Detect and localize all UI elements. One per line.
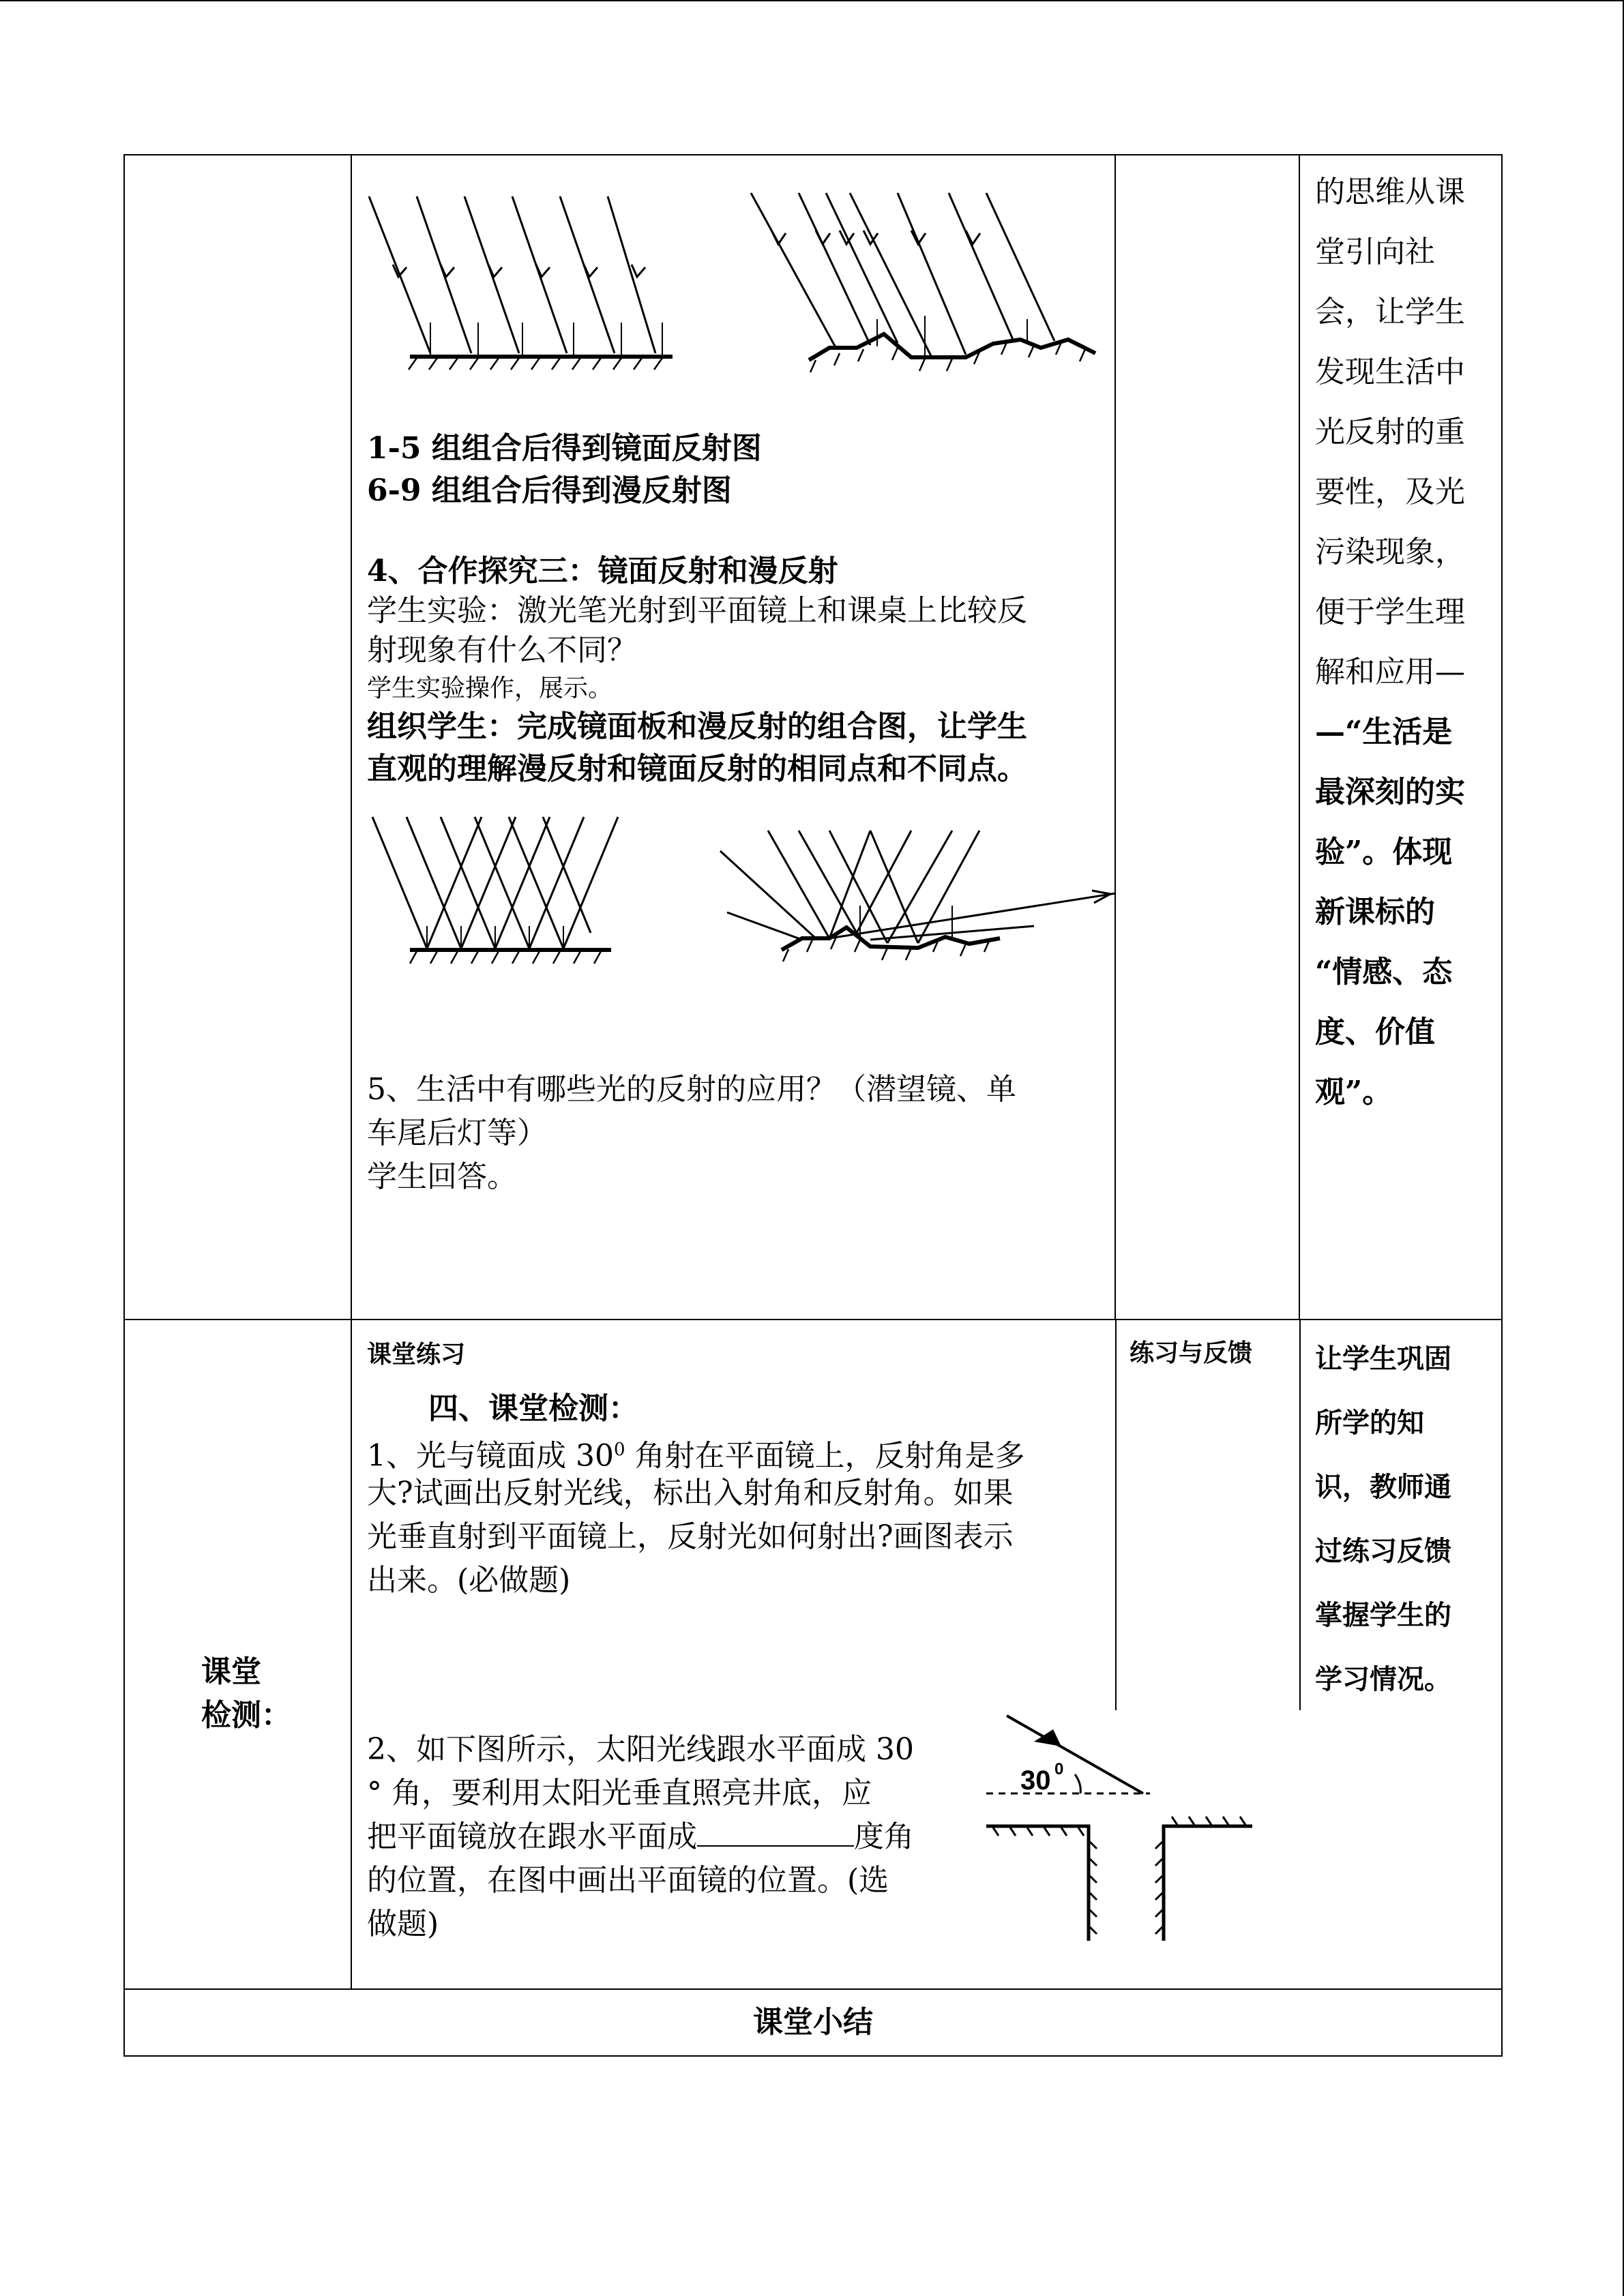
note-line: 识，教师通 — [1315, 1471, 1451, 1503]
question5-line-2: 车尾后灯等） — [367, 1116, 547, 1150]
question5-line-1: 5、生活中有哪些光的反射的应用？（潜望镜、单 — [367, 1072, 1016, 1107]
student-operation: 学生实验操作，展示。 — [367, 674, 613, 702]
note-line: 最深刻的实 — [1315, 775, 1465, 809]
mirror-incident-rays — [369, 196, 673, 370]
note-line: 观”。 — [1315, 1075, 1393, 1109]
question2-line-4: 的位置，在图中画出平面镜的位置。(选 — [367, 1863, 889, 1898]
row2-label-line-1: 课堂 — [201, 1654, 261, 1689]
question2-line-2: ° 角，要利用太阳光垂直照亮井底，应 — [367, 1776, 872, 1810]
question1-line-2: 大?试画出反射光线，标出入射角和反射角。如果 — [367, 1476, 1014, 1510]
note-line: “情感、态 — [1315, 955, 1453, 989]
row1-notes-cell — [1299, 155, 1502, 1320]
question1-line-1: 1、光与镜面成 $30^0$ 角射在平面镜上，反射角是多 — [367, 1438, 1025, 1474]
section-title: 四、课堂检测： — [428, 1391, 638, 1426]
incident-rays-diagram — [352, 155, 1116, 381]
note-line: 堂引向社 — [1315, 235, 1435, 269]
note-line: 验”。体现 — [1315, 835, 1453, 869]
note-line: 便于学生理 — [1315, 595, 1465, 629]
experiment-line-1: 学生实验：激光笔光射到平面镜上和课桌上比较反 — [367, 593, 1027, 628]
mirror-caption-2: 6-9 组组合后得到漫反射图 — [367, 473, 732, 508]
design-intent-notes — [1300, 155, 1501, 1122]
lesson-plan-table — [123, 154, 1503, 2057]
note-line: 的思维从课 — [1315, 175, 1465, 209]
table-row-summary — [124, 1989, 1502, 2056]
row2-content-cell — [351, 1320, 1502, 1989]
note-line: 光反射的重 — [1315, 415, 1465, 449]
table-row-classroom-test — [124, 1320, 1502, 1989]
well-hatching — [993, 1817, 1245, 1934]
note-line: —“生活是 — [1315, 715, 1453, 749]
mirror-caption-1: 1-5 组组合后得到镜面反射图 — [367, 431, 762, 466]
row1-activity-cell — [1115, 155, 1299, 1320]
well-walls — [986, 1826, 1252, 1941]
angle-label: 30 — [1020, 1765, 1051, 1795]
note-line: 会，让学生 — [1315, 295, 1465, 329]
note-line: 污染现象， — [1315, 535, 1465, 569]
row1-label-cell — [124, 155, 351, 1320]
organize-line-1: 组织学生：完成镜面板和漫反射的组合图，让学生 — [367, 709, 1027, 744]
note-line: 发现生活中 — [1315, 355, 1465, 389]
summary-title: 课堂小结 — [753, 2005, 873, 2040]
question2-line-1: 2、如下图所示，太阳光线跟水平面成 30 — [367, 1732, 914, 1767]
diffuse-reflection — [720, 831, 1116, 961]
note-line: 学习情况。 — [1315, 1663, 1451, 1695]
note-line: 过练习反馈 — [1315, 1535, 1451, 1567]
question1-line-3: 光垂直射到平面镜上，反射光如何射出?画图表示 — [367, 1519, 1014, 1554]
row2-label-line-2: 检测： — [201, 1698, 291, 1733]
rough-surface-incident-rays — [751, 193, 1095, 372]
row1-content-cell — [351, 155, 1115, 1320]
answer-blank[interactable] — [697, 1815, 854, 1847]
assessment-notes — [1315, 1327, 1451, 1712]
student-answer: 学生回答。 — [367, 1159, 517, 1194]
question2-line-5: 做题) — [367, 1907, 439, 1941]
angle-degree: 0 — [1054, 1760, 1064, 1778]
experiment-line-2: 射现象有什么不同？ — [367, 633, 637, 668]
summary-cell — [124, 1989, 1502, 2056]
note-line: 度、价值 — [1315, 1015, 1435, 1049]
note-line: 解和应用— — [1315, 655, 1465, 689]
question2-line-3: 把平面镜放在跟水平面成 度角 — [367, 1815, 914, 1859]
specular-reflection — [372, 817, 618, 964]
question1-line-4: 出来。(必做题) — [367, 1563, 571, 1598]
note-line: 所学的知 — [1315, 1407, 1424, 1439]
practice-label: 课堂练习 — [367, 1340, 466, 1369]
section4-title: 4、合作探究三：镜面反射和漫反射 — [367, 554, 838, 588]
row2-label-cell — [124, 1320, 351, 1989]
organize-line-2: 直观的理解漫反射和镜面反射的相同点和不同点。 — [367, 751, 1027, 786]
reflection-diagram — [352, 803, 1116, 987]
well-sunlight-diagram — [979, 1709, 1361, 1982]
column-divider — [1115, 1320, 1117, 1710]
arrow-icon — [1034, 1729, 1061, 1746]
table-row-exploration — [124, 155, 1502, 1320]
note-line: 让学生巩固 — [1315, 1343, 1451, 1375]
column-divider — [1299, 1320, 1301, 1710]
note-line: 掌握学生的 — [1315, 1599, 1451, 1631]
note-line: 要性，及光 — [1315, 475, 1465, 509]
feedback-label: 练习与反馈 — [1130, 1339, 1253, 1367]
angle-arc — [1075, 1774, 1080, 1793]
note-line: 新课标的 — [1315, 895, 1435, 929]
